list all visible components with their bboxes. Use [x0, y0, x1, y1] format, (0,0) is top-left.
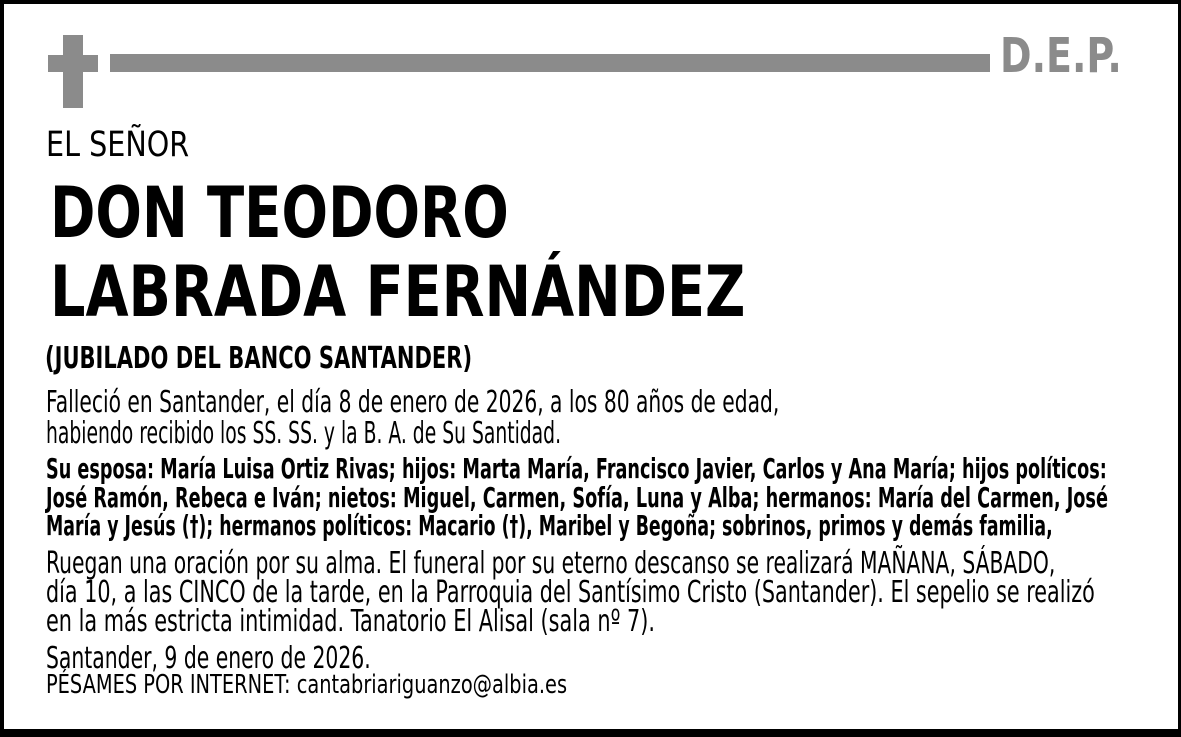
funeral-line: en la más estricta intimidad. Tanatorio El Alisal (sala nº 7).: [46, 604, 655, 639]
family-line: José Ramón, Rebeca e Iván; nietos: Miguel, Carmen, Sofía, Luna y Alba; hermanos: María del Carmen, José: [46, 481, 1108, 514]
death-info-line: habiendo recibido los SS. SS. y la B. A. de Su Santidad.: [46, 416, 562, 451]
death-info-line: Falleció en Santander, el día 8 de enero de 2026, a los 80 años de edad,: [46, 385, 780, 420]
cross-icon-horizontal-bar: [48, 55, 98, 72]
family-line: María y Jesús (†); hermanos políticos: Macario (†), Maribel y Begoña; sobrinos, primos y demás familia,: [46, 509, 1053, 542]
salutation: EL SEÑOR: [46, 125, 190, 165]
place-date-line: Santander, 9 de enero de 2026.: [46, 641, 371, 676]
deceased-name-line-1: DON TEODORO: [50, 172, 509, 254]
dep-label: D.E.P.: [1000, 28, 1122, 84]
family-line: Su esposa: María Luisa Ortiz Rivas; hijos: Marta María, Francisco Javier, Carlos y Ana María; hijos políticos:: [46, 452, 1107, 485]
condolences-line: PÉSAMES POR INTERNET: cantabriariguanzo@albia.es: [46, 670, 568, 700]
deceased-subtitle: (JUBILADO DEL BANCO SANTANDER): [45, 341, 473, 376]
deceased-name-line-2: LABRADA FERNÁNDEZ: [50, 251, 746, 333]
funeral-line: Ruegan una oración por su alma. El funeral por su eterno descanso se realizará MAÑANA, SÁBADO,: [46, 546, 1056, 581]
header-rule: [110, 54, 990, 72]
funeral-line: día 10, a las CINCO de la tarde, en la Parroquia del Santísimo Cristo (Santander). El sepelio se realizó: [46, 575, 1095, 610]
